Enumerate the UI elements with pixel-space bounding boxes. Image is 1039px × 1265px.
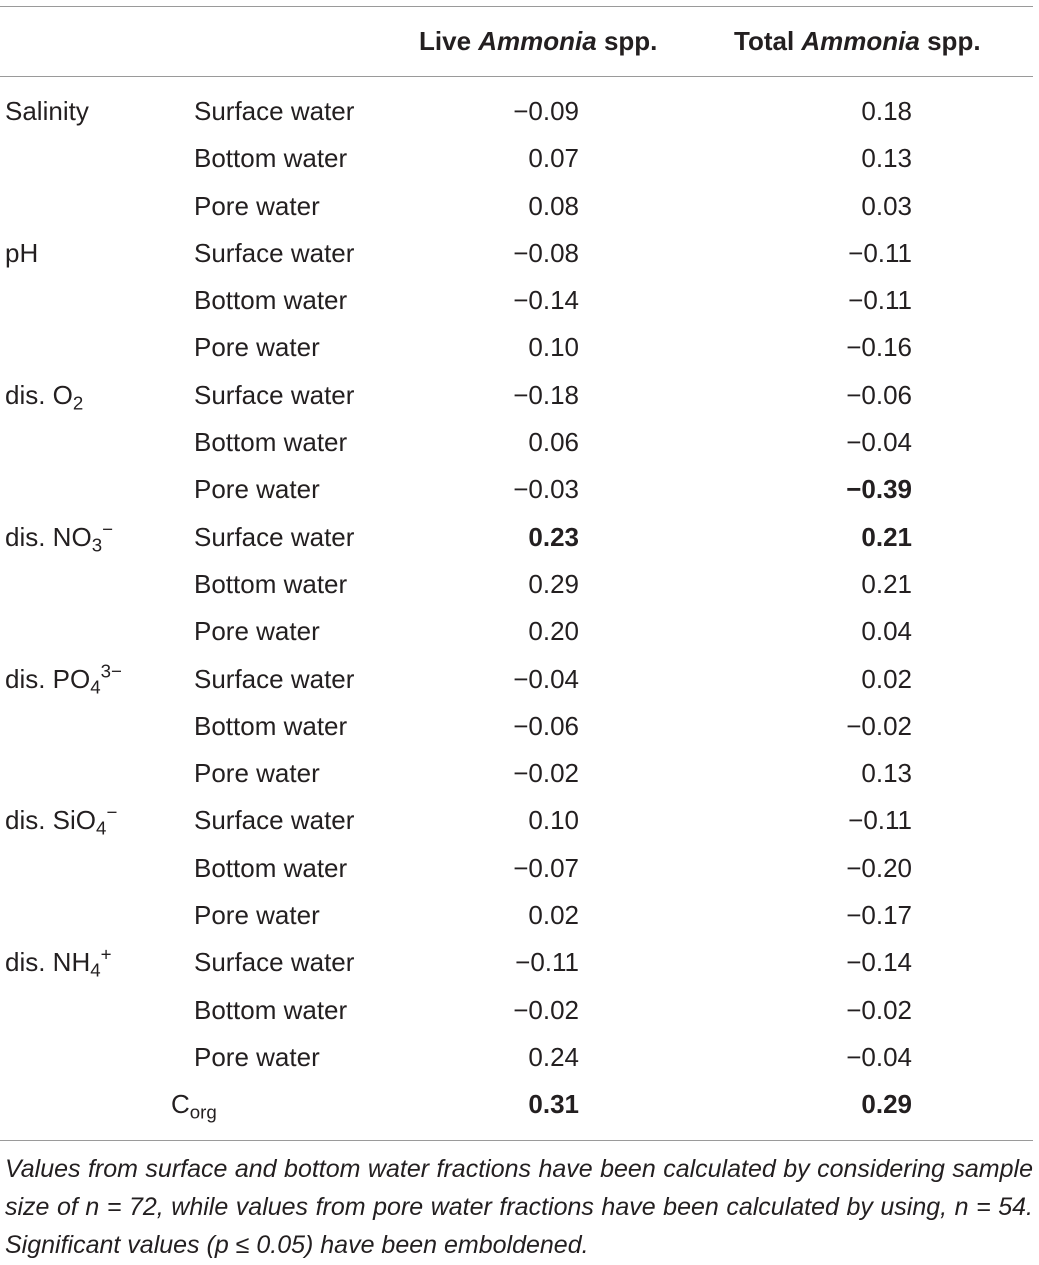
total-value: 0.21 (861, 568, 912, 599)
table-row (0, 277, 1039, 324)
total-value: 0.03 (861, 190, 912, 221)
total-value: 0.18 (861, 96, 912, 126)
live-value: −0.06 (513, 710, 579, 741)
live-value: 0.23 (528, 521, 579, 552)
corg-row (0, 1081, 1039, 1128)
fraction-label: Pore water (194, 332, 320, 363)
table-top-rule (0, 6, 1033, 7)
total-value: 0.29 (861, 1089, 912, 1120)
total-value: −0.02 (846, 710, 912, 741)
table-row (0, 608, 1039, 655)
fraction-label: Surface water (194, 805, 355, 836)
total-value: −0.11 (848, 805, 912, 836)
live-value: 0.07 (528, 143, 579, 174)
fraction-label: Surface water (194, 521, 355, 552)
table-body (0, 88, 1039, 1129)
live-value: 0.10 (528, 332, 579, 363)
parameter-label: dis. $NO_3^-$ (5, 518, 114, 556)
live-value: −0.03 (513, 474, 579, 505)
live-value: −0.11 (515, 947, 579, 978)
fraction-label: Bottom water (194, 710, 348, 741)
fraction-label: Pore water (194, 616, 320, 647)
table-row (0, 656, 1039, 703)
table-row (0, 372, 1039, 419)
table-bottom-rule (0, 1140, 1033, 1141)
table-row (0, 845, 1039, 892)
table-row (0, 514, 1039, 561)
live-value: 0.20 (528, 616, 579, 647)
table-footnote: Values from surface and bottom water fractions have been calculated by considering sample size of n = 72, while values from pore water fractions have been calculated by using, n = 54. Significant values (p ≤ 0.05) have been emboldened. (5, 1155, 1033, 1259)
live-value: 0.10 (528, 805, 579, 836)
live-value: −0.02 (513, 994, 579, 1025)
fraction-label: Pore water (194, 900, 320, 931)
parameter-label: dis. $O_2$ (5, 379, 84, 414)
fraction-label: Pore water (194, 1041, 320, 1072)
fraction-label: Surface water (194, 947, 355, 978)
table-row (0, 797, 1039, 844)
column-header-live: Live Ammonia spp. (419, 26, 658, 56)
parameter-label: Salinity (5, 96, 89, 126)
fraction-label: Surface water (194, 663, 355, 694)
table-row (0, 892, 1039, 939)
table-row (0, 230, 1039, 277)
live-value: −0.08 (513, 237, 579, 268)
parameter-label: pH (5, 237, 39, 268)
live-value: 0.29 (528, 568, 579, 599)
column-header-total: Total Ammonia spp. (734, 26, 981, 56)
fraction-label: Surface water (194, 379, 355, 410)
live-value: −0.09 (513, 96, 579, 126)
header-rule (0, 76, 1033, 77)
total-value: 0.02 (861, 663, 912, 694)
fraction-label: Bottom water (194, 143, 348, 174)
parameter-label: dis. $PO_4^{3-}$ (5, 660, 122, 698)
table-row (0, 561, 1039, 608)
total-value: −0.11 (848, 237, 912, 268)
corg-label: $C_{org}$ (171, 1089, 217, 1123)
total-value: −0.39 (846, 474, 912, 505)
live-value: −0.14 (513, 285, 579, 316)
total-value: −0.06 (846, 379, 912, 410)
fraction-label: Bottom water (194, 285, 348, 316)
table-row (0, 939, 1039, 986)
table-row (0, 466, 1039, 513)
fraction-label: Pore water (194, 758, 320, 789)
fraction-label: Pore water (194, 474, 320, 505)
table-row (0, 750, 1039, 797)
table-row (0, 1034, 1039, 1081)
table-row (0, 88, 1039, 135)
table-row (0, 987, 1039, 1034)
total-value: −0.11 (848, 285, 912, 316)
live-value: −0.04 (513, 663, 579, 694)
total-value: 0.04 (861, 616, 912, 647)
table-row (0, 135, 1039, 182)
table-row (0, 324, 1039, 371)
live-value: −0.18 (513, 379, 579, 410)
total-value: −0.04 (846, 427, 912, 458)
total-value: 0.13 (861, 758, 912, 789)
fraction-label: Bottom water (194, 852, 348, 883)
total-value: −0.20 (846, 852, 912, 883)
live-value: 0.06 (528, 427, 579, 458)
fraction-label: Bottom water (194, 994, 348, 1025)
live-value: −0.07 (513, 852, 579, 883)
total-value: 0.13 (861, 143, 912, 174)
fraction-label: Surface water (194, 237, 355, 268)
total-value: −0.17 (846, 900, 912, 931)
live-value: 0.31 (528, 1089, 579, 1120)
total-value: 0.21 (861, 521, 912, 552)
total-value: −0.14 (846, 947, 912, 978)
fraction-label: Bottom water (194, 568, 348, 599)
fraction-label: Pore water (194, 190, 320, 221)
live-value: 0.24 (528, 1041, 579, 1072)
parameter-label: dis. $NH_4^+$ (5, 944, 112, 981)
live-value: −0.02 (513, 758, 579, 789)
table-row (0, 419, 1039, 466)
parameter-label: dis. SiO$_4$− (5, 802, 118, 840)
live-value: 0.08 (528, 190, 579, 221)
live-value: 0.02 (528, 900, 579, 931)
total-value: −0.02 (846, 994, 912, 1025)
total-value: −0.16 (846, 332, 912, 363)
fraction-label: Surface water (194, 96, 355, 126)
total-value: −0.04 (846, 1041, 912, 1072)
table-row (0, 703, 1039, 750)
fraction-label: Bottom water (194, 427, 348, 458)
table-row (0, 183, 1039, 230)
